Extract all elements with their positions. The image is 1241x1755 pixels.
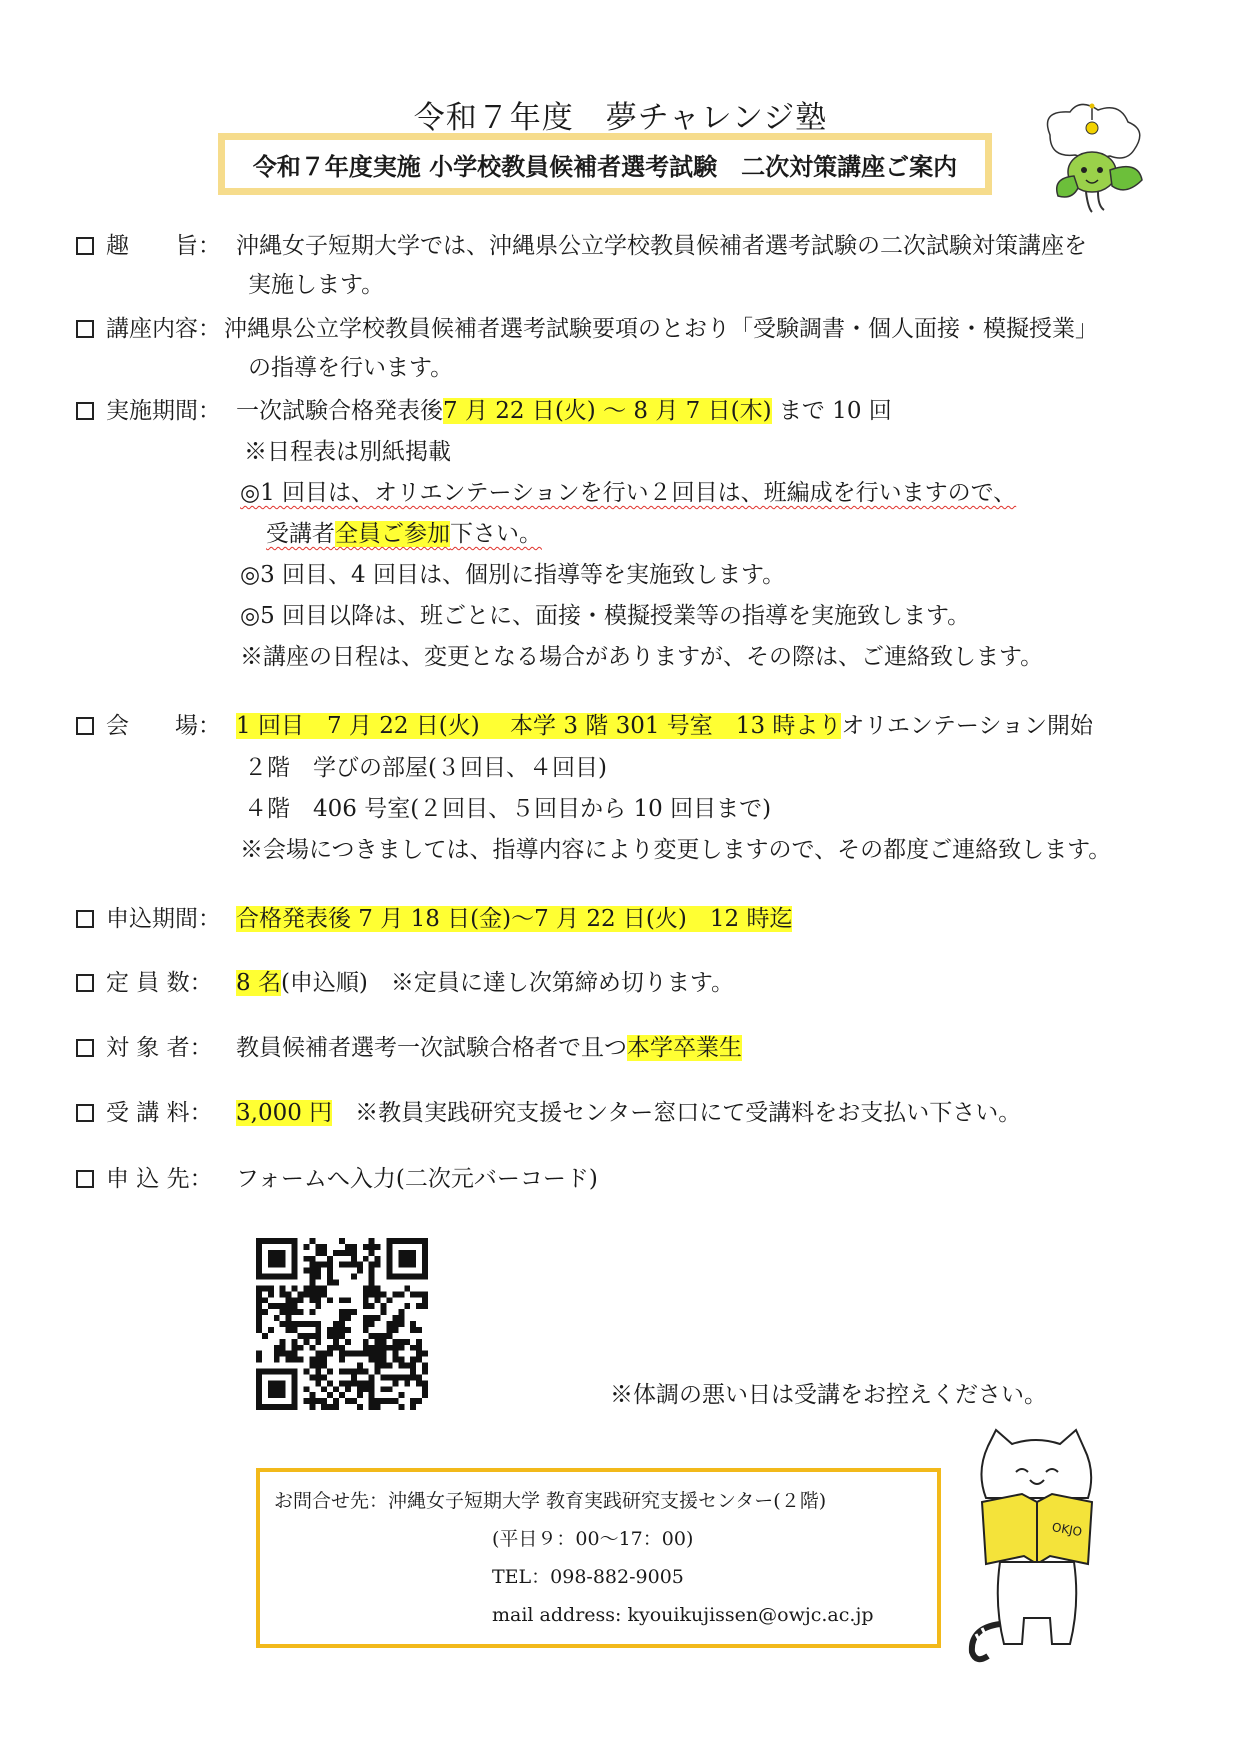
flower-mascot-icon	[1030, 100, 1150, 220]
content-text-1: 沖縄県公立学校教員候補者選考試験要項のとおり「受験調書・個人面接・模擬授業」	[224, 316, 1098, 342]
section-fee-label: 受 講 料：	[76, 1096, 244, 1130]
application-period-text	[236, 902, 792, 936]
content-text-2: の指導を行います。	[248, 355, 454, 381]
target-highlight: 本学卒業生	[627, 1035, 742, 1061]
checkbox-icon	[76, 402, 94, 420]
purpose-text-2: 実施します。	[248, 272, 385, 298]
venue-text-1: 1 回目 7 月 22 日(火) 本学 3 階 301 号室 13 時よりオリエンテーション開始	[236, 713, 1094, 739]
section-content-label: 講座内容：	[76, 312, 244, 346]
period-text: 一次試験合格発表後7 月 22 日(火) ～ 8 月 7 日(木) まで 10 回	[236, 398, 892, 424]
capacity-highlight: 8 名	[236, 970, 281, 996]
checkbox-icon	[76, 974, 94, 992]
checkbox-icon	[76, 1039, 94, 1057]
page-title: 令和７年度 夢チャレンジ塾	[413, 100, 828, 136]
period-note-5: ◎5 回目以降は、班ごとに、面接・模擬授業等の指導を実施致します。	[240, 603, 971, 629]
purpose-text-1: 沖縄女子短期大学では、沖縄県公立学校教員候補者選考試験の二次試験対策講座を	[236, 233, 1087, 259]
contact-hours: (平日９：00～17：00)	[492, 1528, 694, 1550]
contact-line-1: お問合せ先：沖縄女子短期大学 教育実践研究支援センター(２階)	[274, 1490, 827, 1512]
capacity-text: 8 名(申込順) ※定員に達し次第締め切ります。	[236, 970, 735, 996]
checkbox-icon	[76, 1104, 94, 1122]
section-application-period-label: 申込期間：	[76, 902, 244, 936]
qr-code-icon[interactable]	[256, 1238, 428, 1410]
contact-box	[256, 1468, 941, 1648]
fee-text: 3,000 円 ※教員実践研究支援センター窓口にて受講料をお支払い下さい。	[236, 1100, 1022, 1126]
contact-mail[interactable]: mail address: kyouikujissen@owjc.ac.jp	[492, 1604, 874, 1626]
application-period-highlight: 合格発表後 7 月 18 日(金)～7 月 22 日(火) 12 時迄	[236, 906, 793, 932]
checkbox-icon	[76, 320, 94, 338]
section-purpose-label: 趣 旨：	[76, 229, 244, 263]
period-note-1: ※日程表は別紙掲載	[244, 439, 451, 465]
venue-highlight: 1 回目 7 月 22 日(火) 本学 3 階 301 号室 13 時より	[236, 713, 842, 739]
section-capacity-label: 定 員 数：	[76, 966, 244, 1000]
venue-text-2: ２階 学びの部屋(３回目、４回目)	[244, 755, 607, 781]
period-note-2: ◎1 回目は、オリエンテーションを行い２回目は、班編成を行いますので、	[240, 480, 1017, 506]
mascot-book-text: OKJO	[1050, 1520, 1084, 1540]
checkbox-icon	[76, 237, 94, 255]
apply-to-text: フォームへ入力(二次元バーコード)	[236, 1166, 598, 1192]
venue-text-3: ４階 406 号室(２回目、５回目から 10 回目まで)	[244, 796, 772, 822]
section-target-label: 対 象 者：	[76, 1031, 244, 1065]
cat-mascot-icon	[960, 1428, 1110, 1668]
subtitle-box	[218, 133, 992, 195]
subtitle: 令和７年度実施 小学校教員候補者選考試験 二次対策講座ご案内	[252, 152, 958, 181]
checkbox-icon	[76, 1170, 94, 1188]
period-dates-highlight: 7 月 22 日(火) ～ 8 月 7 日(木)	[443, 398, 772, 424]
section-apply-to-label: 申 込 先：	[76, 1162, 244, 1196]
target-text: 教員候補者選考一次試験合格者で且つ本学卒業生	[236, 1035, 742, 1061]
section-period-label: 実施期間：	[76, 394, 244, 428]
period-note-6: ※講座の日程は、変更となる場合がありますが、その際は、ご連絡致します。	[240, 644, 1044, 670]
checkbox-icon	[76, 910, 94, 928]
all-attend-highlight: 全員ご参加	[335, 521, 450, 547]
section-venue-label: 会 場：	[76, 709, 244, 743]
fee-highlight: 3,000 円	[236, 1100, 333, 1126]
period-note-4: ◎3 回目、4 回目は、個別に指導等を実施致します。	[240, 562, 786, 588]
checkbox-icon	[76, 717, 94, 735]
contact-tel: TEL：098-882-9005	[492, 1566, 684, 1588]
health-note: ※体調の悪い日は受講をお控えください。	[610, 1382, 1047, 1408]
period-note-3: 受講者全員ご参加下さい。	[266, 521, 542, 547]
venue-text-4: ※会場につきましては、指導内容により変更しますので、その都度ご連絡致します。	[240, 837, 1112, 863]
